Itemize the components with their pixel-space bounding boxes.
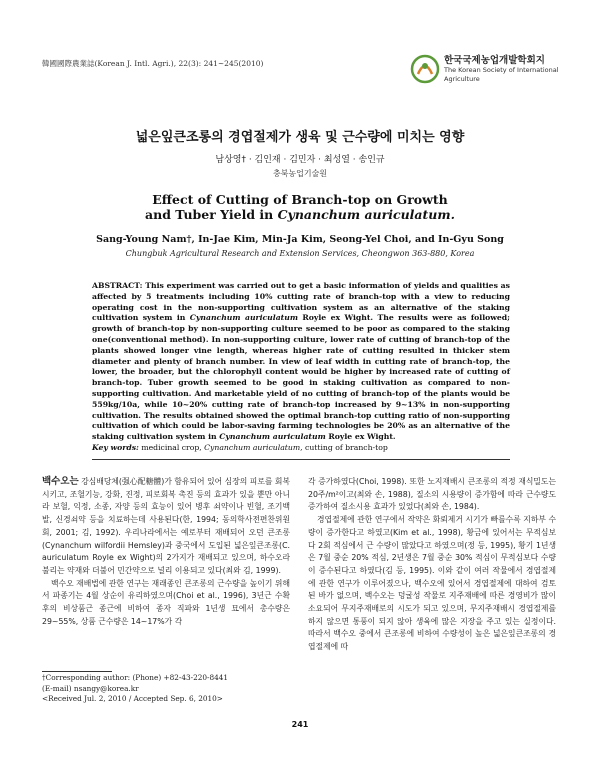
body-left-column (42, 476, 290, 628)
english-title-line2-text: and Tuber Yield in (145, 207, 278, 222)
right-paragraph-2: 경엽절제에 관한 연구에서 작약은 화뢰제거 시기가 빠를수록 지하부 수량이 증가한다고 하였고(Kim et al., 1998), 황금에 있어서는 무적심보다 2회 적심에서 근 수량이 많았다고 하였으며(정 등, 1995), 황기 1년생은 7월 중순 20% 적심, 2년생은 7월 중순 30% 적심이 무적심보다 수량이 증수된다고 하였다(김 등, 1995). 이와 같이 여러 작물에서 경엽절제에 관한 연구가 이루어졌으나, 백수오에 있어서 경엽절제에 대하여 검토된 바가 없으며, 백수오는 덩굴성 작물로 지주재배에 따른 경영비가 많이 소요되어 무지주재배로의 시도가 되고 있으며, 무지주재배시 경엽절제를 하지 않으면 통풍이 되지 않아 생육에 많은 지장을 주고 있는 실정이다. 따라서 백수오 중에서 큰조롱에 비하여 수량성이 높은 넓은잎큰조롱의 경엽절제에 따 (308, 515, 556, 652)
korean-authors: 남상영† · 김인재 · 김민자 · 최성열 · 송인규 (215, 155, 385, 165)
journal-citation: 韓國國際農業誌(Korean J. Intl. Agri.), 22(3): 241~245(2010) (42, 59, 264, 68)
korean-title: 넓은잎큰조롱의 경엽절제가 생육 및 근수량에 미치는 영향 (135, 130, 465, 145)
lead-word: 백수오는 (42, 476, 79, 487)
footnote-divider (42, 671, 112, 672)
keywords (92, 443, 510, 454)
keywords-label: Key words: (92, 443, 139, 452)
section-divider (92, 459, 510, 460)
intro-paragraph-2: 백수오 재배법에 관한 연구는 재래종인 큰조롱의 근수량을 높이기 위해서 파종기는 4월 상순이 유리하였으며(Choi et al., 1996), 3년근 수확후의 비상품근 종근에 비하여 종자 직파와 1년생 묘에서 총수량은 29~55%, 상품 근수량은 14~17%가 각 (42, 578, 290, 626)
logo-korean-name: 한국국제농업개발학회지 (444, 55, 545, 66)
footnote (42, 673, 228, 705)
page-number: 241 (291, 720, 309, 729)
abstract-text-1: This experiment was carried out to get a basic information of yields and qualities as affected by 5 treatments including 10% cutting rate of branch-top with a view to reducing operating cost in the non-supporting cultivation system as an alternative of the staking cultivation system in (92, 281, 510, 323)
right-paragraph-1: 각 증가하였다(Choi, 1998). 또한 노지재배시 큰조롱의 적정 재식밀도는 20주/m²이고(최와 손, 1988), 질소의 시용량이 증가함에 따라 근수량도 증가하여 질소시용 효과가 있었다(최와 손, 1984). (308, 477, 556, 512)
footnote-email: (E-mail) nsangy@korea.kr (42, 683, 139, 693)
intro-paragraph-1-text: 강심배당체(强心配糖體)가 함유되어 있어 심장의 피로를 회복시키고, 조혈기능, 강화, 진정, 피로회복 촉진 등의 효과가 있을 뿐만 아니라 보혈, 익정, 소종, 자양 등의 효능이 있어 병후 쇠약이나 빈혈, 조기백발, 신경쇠약 등을 치료하는데 사용된다(한, 1994; 동의학사전편찬위원회, 2001; 김, 1992). 우리나라에서는 예로부터 재배되어 오던 큰조롱(Cynanchum wilfordii Hemsley)과 중국에서 도입된 넓은잎큰조롱(C. auriculatum Royle ex Wight)의 2가지가 재배되고 있으며, 하수오라 불리는 약재와 더불어 민간약으로 널리 이용되고 있다(최와 김, 1999). (42, 477, 290, 575)
logo-english-name-line1: The Korean Society of International (444, 66, 559, 74)
body-right-column (308, 476, 556, 654)
abstract-species-2: Cynanchum auriculatum (219, 432, 326, 442)
keywords-pre: medicinal crop, (138, 443, 205, 452)
society-emblem-icon (410, 54, 440, 84)
korean-affiliation: 충북농업기술원 (272, 169, 328, 178)
english-affiliation: Chungbuk Agricultural Research and Extension Services, Cheongwon 363-880, Korea (125, 249, 475, 258)
english-title (0, 192, 600, 222)
keywords-post: , cutting of branch-top (300, 443, 388, 452)
keywords-species: Cynanchum auriculatum (204, 443, 301, 452)
abstract-text-2: Royle ex Wight. The results were as followed; growth of branch-top by non-supporting culture seemed to be poor as compared to the staking one(conventional method). In non-supporting culture, lower rate of cutting of branch-top of the plants showed longer vine length, whereas higher rate of cutting resulted in thicker stem diameter and plenty of branch number. In view of leaf width in cutting rate of branch-top, the lower, the broader, but the chlorophyll content would be higher by increased rate of cutting of branch-top. Tuber growth seemed to be good in staking cultivation as compared to non-supporting cultivation. And marketable yield of no cutting of branch-top of the plants would be 559kg/10a, while 10~20% cutting rate of branch-top increased by 9~13% in non-supporting cultivation. The results obtained showed the optimal branch-top cutting ratio of non-supporting cultivation of which could be labor-saving farming technologies be 20% as an alternative of the staking cultivation system in (92, 313, 510, 442)
footnote-received: <Received Jul. 2, 2010 / Accepted Sep. 6, 2010> (42, 694, 223, 703)
english-title-line2 (0, 207, 600, 222)
society-logo (410, 50, 570, 90)
abstract-text-3: Royle ex Wight. (325, 432, 396, 442)
english-title-species: Cynanchum auriculatum. (277, 207, 455, 222)
abstract-label: ABSTRACT: (92, 281, 146, 290)
intro-paragraph-1 (42, 476, 290, 578)
logo-english-name-line2: Agriculture (444, 75, 480, 83)
abstract-species-1: Cynanchum auriculatum (189, 313, 298, 323)
english-title-line1: Effect of Cutting of Branch-top on Growth (152, 192, 448, 207)
abstract (92, 281, 510, 443)
english-authors: Sang-Young Nam†, In-Jae Kim, Min-Ja Kim, Seong-Yel Choi, and In-Gyu Song (96, 234, 504, 245)
footnote-corresponding: †Corresponding author: (Phone) +82-43-220-8441 (42, 673, 229, 682)
